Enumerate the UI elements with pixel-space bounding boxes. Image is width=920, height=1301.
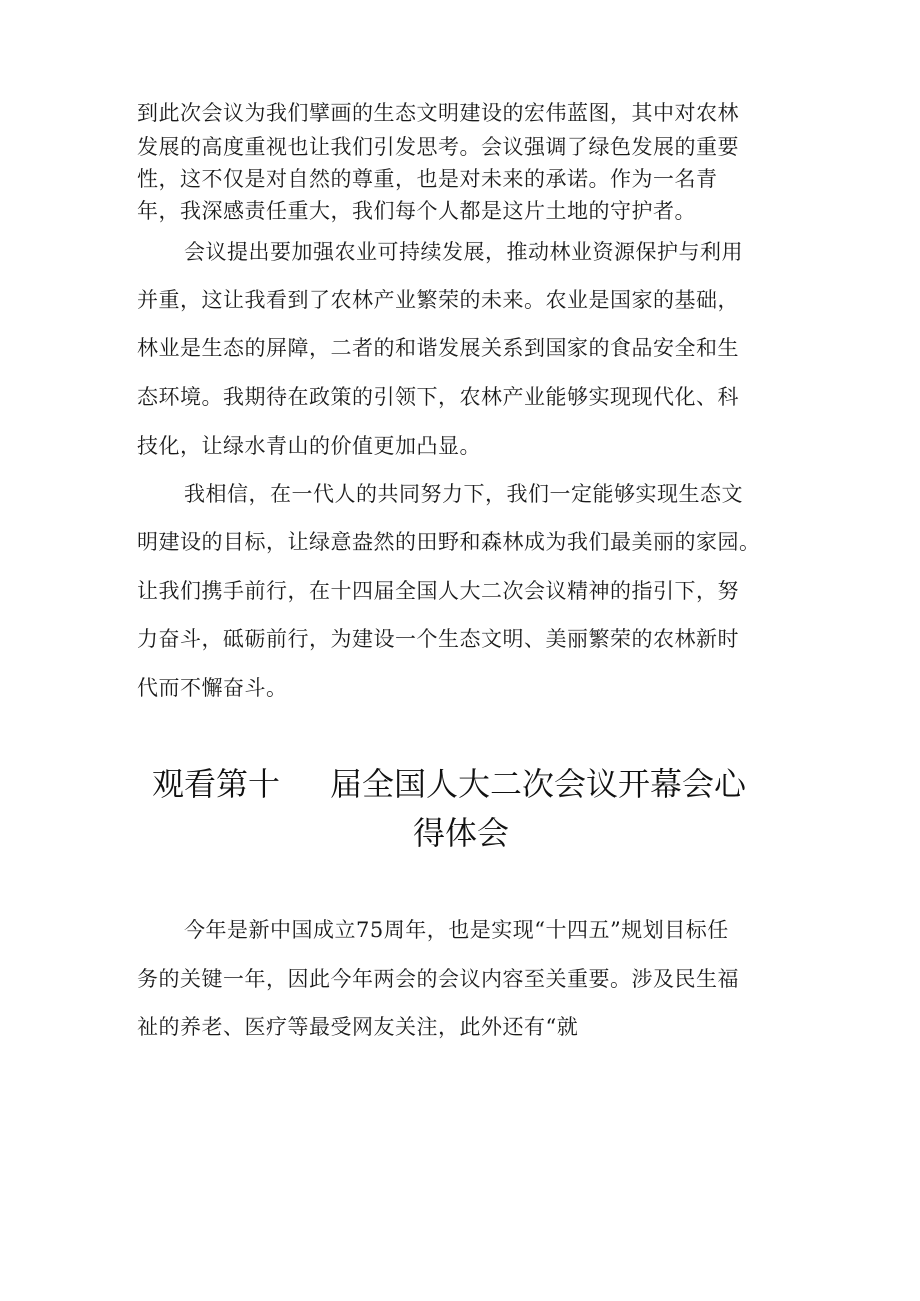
paragraph-line: 务的关键一年，因此今年两会的会议内容至关重要。涉及民生福 [137,967,739,991]
document-title-line2: 得体会 [413,814,510,852]
paragraph-line: 林业是生态的屏障，二者的和谐发展关系到国家的食品安全和生 [137,336,739,360]
paragraph-line: 会议提出要加强农业可持续发展，推动林业资源保护与利用 [184,240,743,264]
paragraph-line: 发展的高度重视也让我们引发思考。会议强调了绿色发展的重要 [137,135,739,159]
paragraph-line: 力奋斗，砥砺前行，为建设一个生态文明、美丽繁荣的农林新时 [137,627,739,651]
paragraph-line: 技化，让绿水青山的价值更加凸显。 [137,434,481,458]
paragraph-line: 今年是新中国成立75周年，也是实现“十四五”规划目标任 [184,918,729,942]
paragraph-line: 让我们携手前行，在十四届全国人大二次会议精神的指引下，努 [137,579,739,603]
paragraph-line: 我相信，在一代人的共同努力下，我们一定能够实现生态文 [184,482,743,506]
paragraph-line: 并重，这让我看到了农林产业繁荣的未来。农业是国家的基础， [137,288,739,312]
paragraph-line: 性，这不仅是对自然的尊重，也是对未来的承诺。作为一名青 [137,167,718,191]
paragraph-line: 明建设的目标，让绿意盎然的田野和森林成为我们最美丽的家园。 [137,530,761,554]
paragraph-line: 祉的养老、医疗等最受网友关注，此外还有“就 [137,1015,579,1039]
paragraph-line: 代而不懈奋斗。 [137,676,288,700]
document-title [152,765,747,803]
title-part1: 观看第十 [152,765,281,803]
paragraph-line: 年，我深感责任重大，我们每个人都是这片土地的守护者。 [137,199,696,223]
title-part2: 届全国人大二次会议开幕会心 [330,765,747,803]
paragraph-line: 态环境。我期待在政策的引领下，农林产业能够实现现代化、科 [137,385,739,409]
paragraph-line: 到此次会议为我们擘画的生态文明建设的宏伟蓝图，其中对农林 [137,101,739,125]
